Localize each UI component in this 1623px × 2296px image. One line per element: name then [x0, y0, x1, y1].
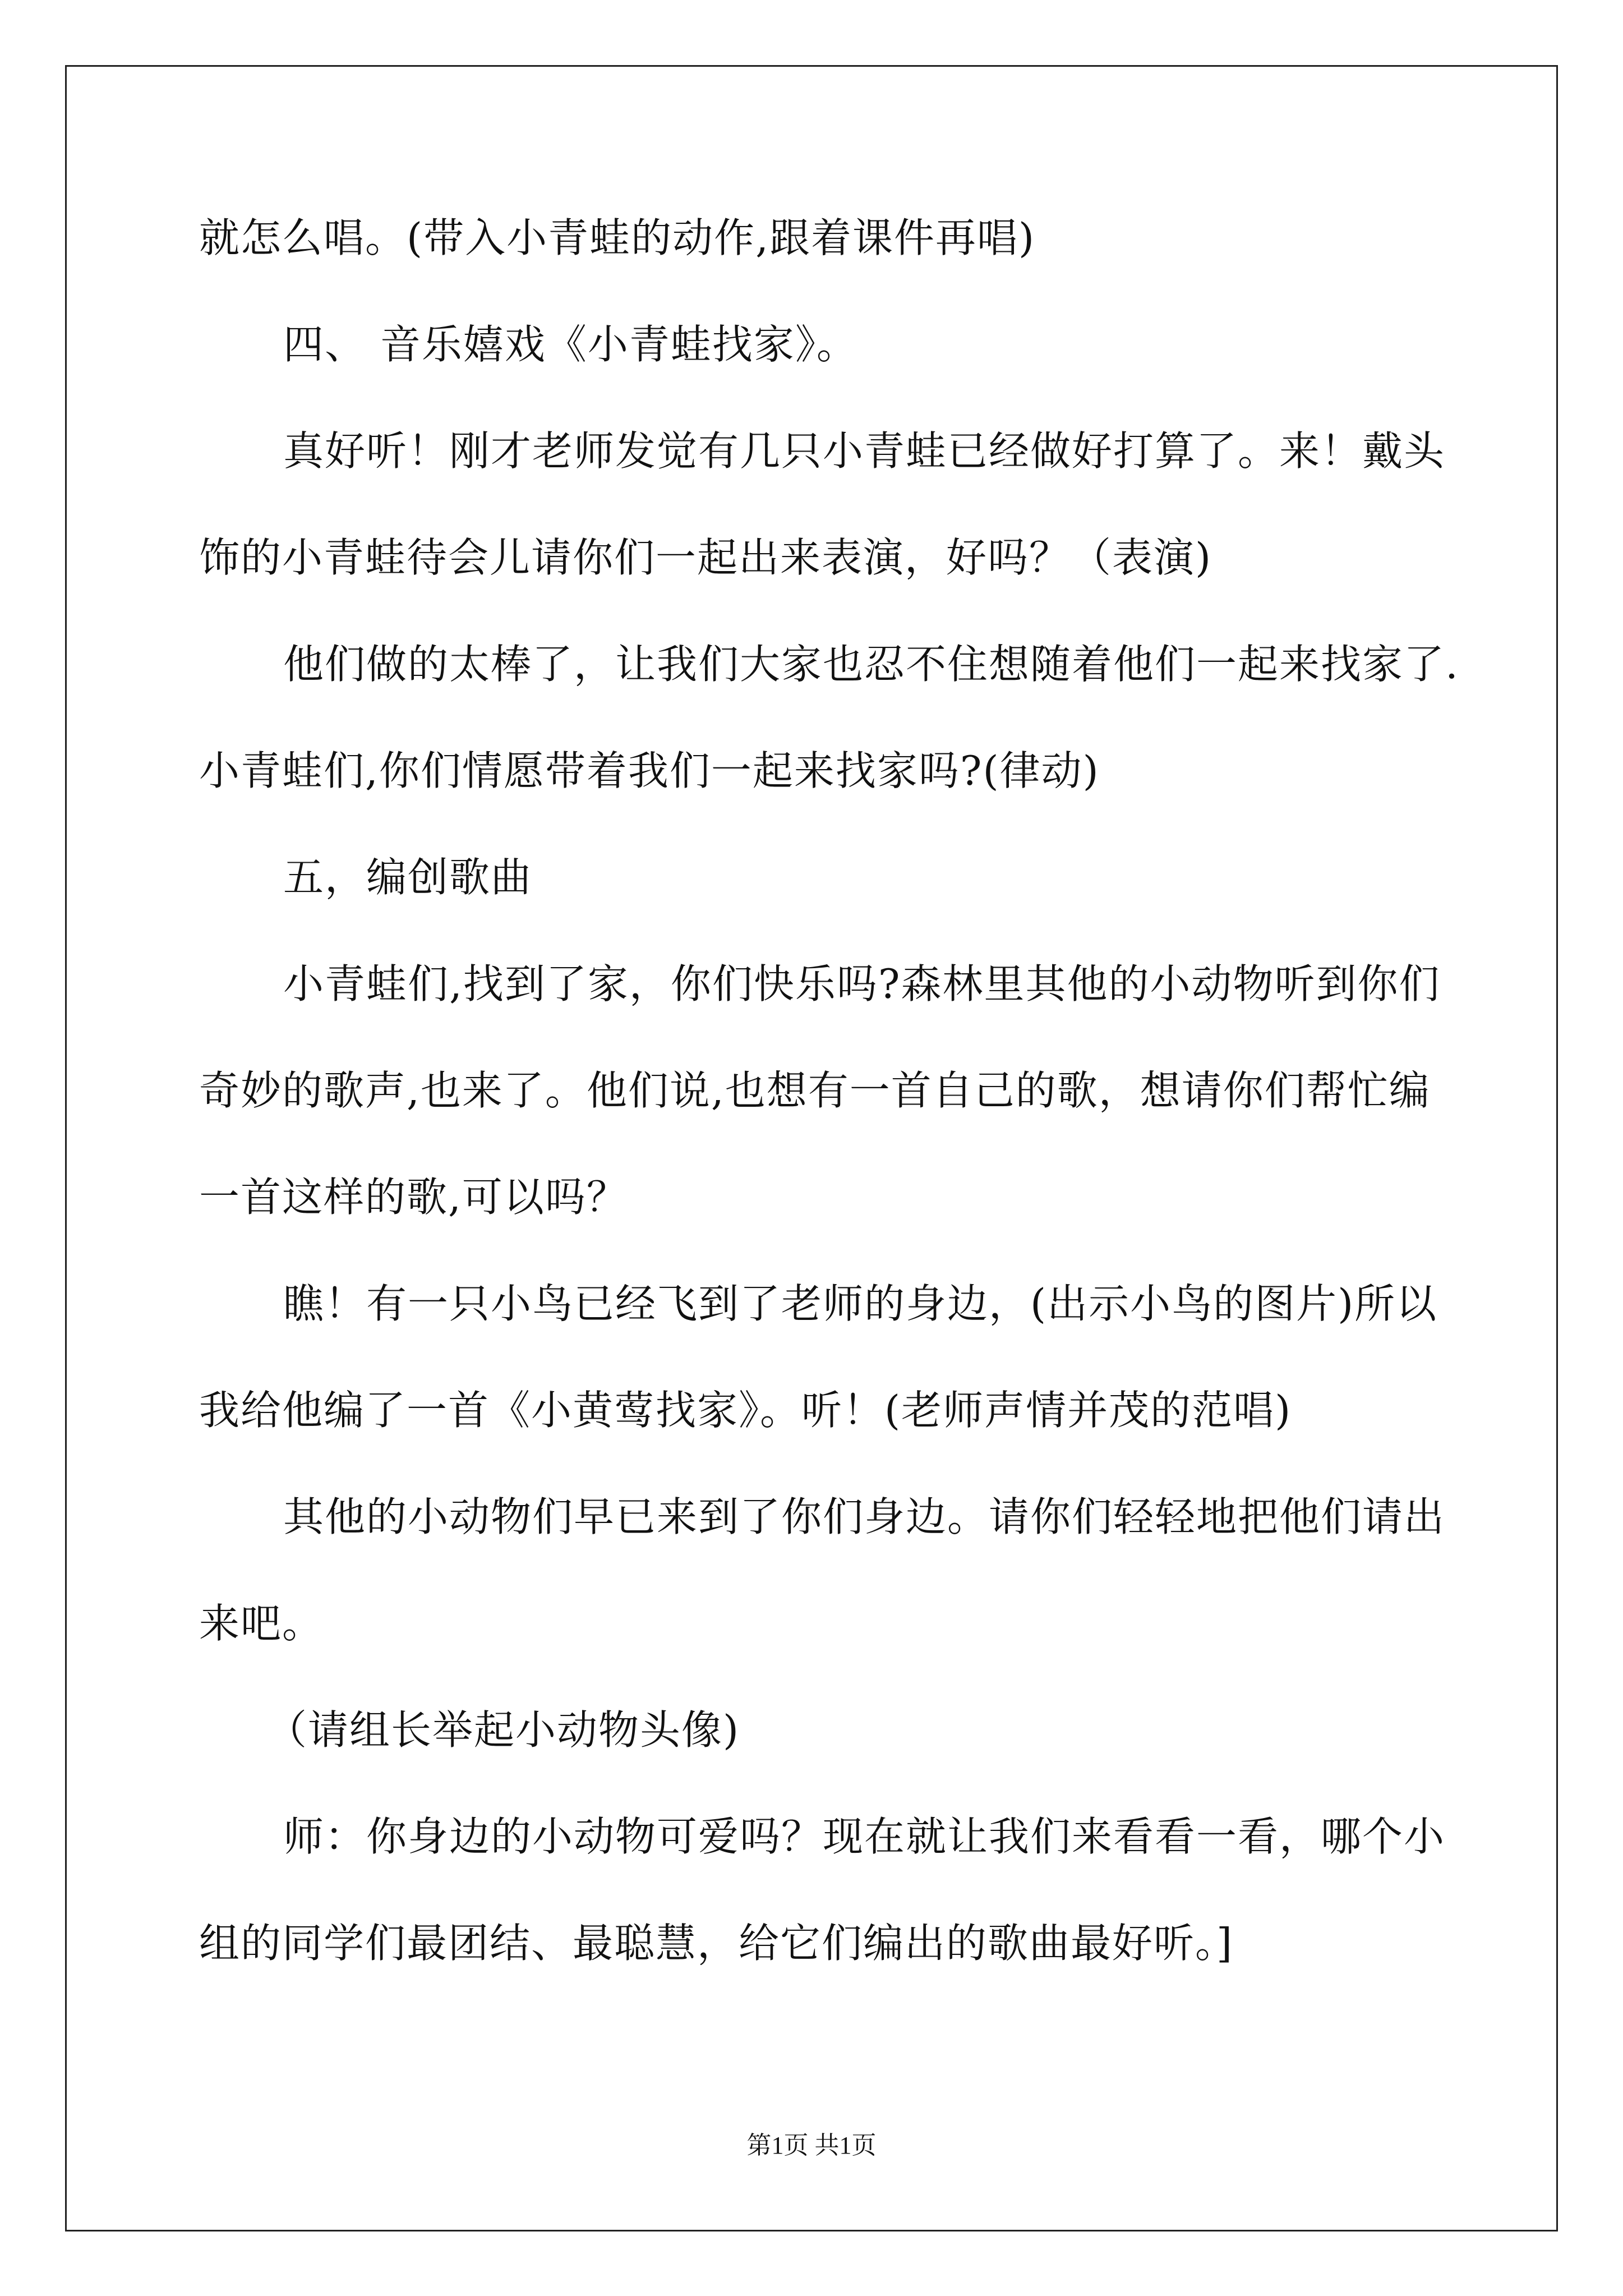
- text-line-11: 瞧！有一只小鸟已经飞到了老师的身边，(出示小鸟的图片)所以: [283, 1280, 1438, 1327]
- text-line-9: 奇妙的歌声,也来了。他们说,也想有一首自己的歌，想请你们帮忙编: [199, 1067, 1431, 1114]
- text-line-10: 一首这样的歌,可以吗？: [199, 1174, 628, 1221]
- text-line-5: 他们做的太棒了，让我们大家也忍不住想随着他们一起来找家了.: [283, 641, 1459, 688]
- text-line-14: 来吧。: [199, 1600, 324, 1647]
- page-number-footer: 第1页 共1页: [746, 2132, 877, 2159]
- text-line-6: 小青蛙们,你们情愿带着我们一起来找家吗?(律动): [199, 747, 1100, 794]
- text-line-1: 就怎么唱。(带入小青蛙的动作,跟着课件再唱): [199, 214, 1036, 261]
- text-line-13: 其他的小动物们早已来到了你们身边。请你们轻轻地把他们请出: [283, 1493, 1446, 1540]
- text-line-8: 小青蛙们,找到了家，你们快乐吗?森林里其他的小动物听到你们: [283, 960, 1441, 1007]
- text-line-15: （请组长举起小动物头像): [266, 1706, 740, 1754]
- text-line-3: 真好听！刚才老师发觉有几只小青蛙已经做好打算了。来！戴头: [283, 427, 1446, 475]
- text-line-17: 组的同学们最团结、最聪慧，给它们编出的歌曲最好听。]: [199, 1920, 1234, 1967]
- page-border: [65, 65, 1558, 2231]
- text-line-12: 我给他编了一首《小黄莺找家》。听！(老师声情并茂的范唱): [199, 1387, 1292, 1434]
- text-line-4: 饰的小青蛙待会儿请你们一起出来表演，好吗？（表演): [199, 534, 1212, 581]
- text-line-16: 师：你身边的小动物可爱吗？现在就让我们来看看一看，哪个小: [283, 1813, 1446, 1860]
- text-line-7: 五，编创歌曲: [283, 854, 533, 901]
- text-line-2: 四、 音乐嬉戏《小青蛙找家》。: [283, 321, 858, 368]
